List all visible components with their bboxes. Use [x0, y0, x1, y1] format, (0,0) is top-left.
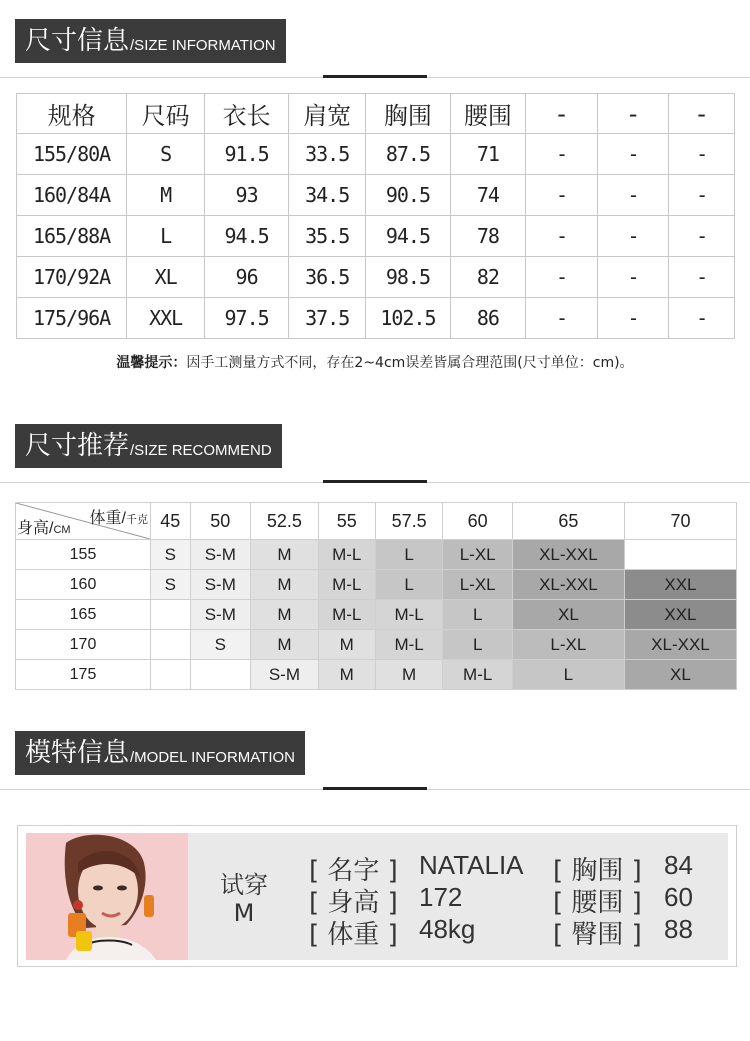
size-table-cell: 94.5	[366, 216, 450, 257]
height-axis-label	[17, 515, 71, 538]
size-recommend-cell: L	[375, 540, 443, 570]
model-height-label: [ 身高 ]	[309, 888, 398, 918]
size-recommend-cell: M	[251, 630, 319, 660]
height-row	[16, 660, 737, 690]
size-table-cell: -	[669, 257, 735, 298]
model-info-header	[0, 712, 750, 792]
size-table-cell: -	[597, 298, 669, 339]
size-table-header-cell: -	[526, 94, 598, 134]
weight-header-cell: 50	[190, 503, 250, 540]
measurement-note	[0, 352, 750, 372]
size-recommend-cell: M-L	[375, 600, 443, 630]
model-weight-label: [ 体重 ]	[309, 920, 398, 950]
size-recommend-cell: M	[251, 600, 319, 630]
size-recommend-cell: M	[318, 660, 375, 690]
weight-axis-label	[90, 505, 148, 528]
size-recommend-tag	[15, 424, 282, 468]
weight-header-cell: 60	[443, 503, 512, 540]
size-recommend-cell: M-L	[318, 540, 375, 570]
weight-header-cell: 57.5	[375, 503, 443, 540]
size-table-cell: 97.5	[205, 298, 289, 339]
size-recommend-cell: M	[251, 540, 319, 570]
size-recommend-cell: M-L	[318, 600, 375, 630]
size-table-cell: -	[597, 175, 669, 216]
size-table-cell: 170/92A	[17, 257, 127, 298]
size-table-header-row	[17, 94, 735, 134]
weight-header-row	[16, 503, 737, 540]
try-on-value: M	[233, 899, 255, 927]
size-table-cell: 71	[450, 134, 526, 175]
size-table-cell: S	[127, 134, 205, 175]
size-table-cell: -	[526, 175, 598, 216]
size-table-cell: 34.5	[289, 175, 366, 216]
size-table-cell: L	[127, 216, 205, 257]
height-cell: 170	[16, 630, 151, 660]
model-hip-value: 88	[664, 914, 693, 944]
size-recommend-cell: M-L	[318, 570, 375, 600]
weight-header-cell: 52.5	[251, 503, 319, 540]
size-table-cell: 36.5	[289, 257, 366, 298]
size-recommend-cell: M	[375, 660, 443, 690]
weight-header-cell: 55	[318, 503, 375, 540]
size-table-cell: 37.5	[289, 298, 366, 339]
size-recommend-cell: L	[443, 630, 512, 660]
size-table-cell: XXL	[127, 298, 205, 339]
height-cell: 160	[16, 570, 151, 600]
size-table-cell: -	[597, 134, 669, 175]
size-table-cell: 74	[450, 175, 526, 216]
model-portrait-image	[26, 833, 188, 960]
size-recommend-cell: L-XL	[443, 570, 512, 600]
size-table-header-cell: 胸围	[366, 94, 450, 134]
height-row	[16, 630, 737, 660]
size-table-cell: 90.5	[366, 175, 450, 216]
size-table-cell: -	[669, 134, 735, 175]
weight-header-cell: 45	[151, 503, 191, 540]
size-table-cell: -	[597, 216, 669, 257]
height-cell: 165	[16, 600, 151, 630]
weight-header-cell: 70	[624, 503, 736, 540]
divider-accent	[323, 787, 427, 790]
model-height-value: 172	[419, 882, 463, 912]
size-table-cell: 96	[205, 257, 289, 298]
size-table-cell: -	[526, 216, 598, 257]
height-cell: 155	[16, 540, 151, 570]
size-recommend-cell	[190, 660, 250, 690]
size-recommend-cell: L	[512, 660, 624, 690]
size-recommend-cell: L	[375, 570, 443, 600]
size-recommend-header	[0, 405, 750, 485]
size-recommend-cell: M-L	[375, 630, 443, 660]
model-card	[17, 825, 737, 967]
model-info-title-en: /MODEL INFORMATION	[130, 749, 296, 766]
weight-unit: 千克	[126, 514, 148, 526]
size-table-row	[17, 298, 735, 339]
size-table-header-cell: 尺码	[127, 94, 205, 134]
size-table-cell: XL	[127, 257, 205, 298]
size-recommend-cell: S	[190, 630, 250, 660]
size-table-cell: M	[127, 175, 205, 216]
size-recommend-cell: XL-XXL	[512, 570, 624, 600]
size-recommend-cell	[624, 540, 736, 570]
size-table-header-cell: 衣长	[205, 94, 289, 134]
size-recommend-cell: L	[443, 600, 512, 630]
size-recommend-cell: S-M	[190, 540, 250, 570]
size-recommend-cell: XL-XXL	[624, 630, 736, 660]
size-table-cell: -	[669, 216, 735, 257]
size-recommend-cell	[151, 630, 191, 660]
size-recommend-cell: S-M	[190, 600, 250, 630]
size-info-title-zh: 尺寸信息	[25, 26, 130, 56]
size-table-cell: -	[526, 298, 598, 339]
size-table-cell: 86	[450, 298, 526, 339]
size-recommend-cell: XXL	[624, 570, 736, 600]
size-table-header-cell: 腰围	[450, 94, 526, 134]
size-table-cell: 87.5	[366, 134, 450, 175]
model-name-value: NATALIA	[419, 850, 524, 880]
divider-accent	[323, 75, 427, 78]
size-recommend-cell: S	[151, 570, 191, 600]
weight-label: 体重/	[89, 510, 126, 527]
size-table-header-cell: -	[669, 94, 735, 134]
size-table-cell: 175/96A	[17, 298, 127, 339]
size-recommend-cell: S	[151, 540, 191, 570]
size-info-header	[0, 0, 750, 80]
size-table-cell: 98.5	[366, 257, 450, 298]
divider-accent	[323, 480, 427, 483]
size-table-cell: 160/84A	[17, 175, 127, 216]
size-table-header-cell: 肩宽	[289, 94, 366, 134]
size-table-cell: 35.5	[289, 216, 366, 257]
size-recommend-cell: L-XL	[512, 630, 624, 660]
size-table-cell: 33.5	[289, 134, 366, 175]
model-photo	[26, 833, 188, 960]
height-row	[16, 600, 737, 630]
try-on-label: 试穿	[220, 871, 268, 899]
height-unit: CM	[53, 524, 71, 536]
note-label: 温馨提示：	[116, 355, 187, 371]
size-table-cell: 165/88A	[17, 216, 127, 257]
size-recommend-cell: M	[251, 570, 319, 600]
model-name-label: [ 名字 ]	[309, 856, 398, 886]
height-row	[16, 570, 737, 600]
size-table-cell: 155/80A	[17, 134, 127, 175]
size-table-header-cell: 规格	[17, 94, 127, 134]
note-text: 因手工测量方式不同，存在2~4cm误差皆属合理范围(尺寸单位：cm)。	[186, 355, 634, 371]
size-recommend-cell: XXL	[624, 600, 736, 630]
model-weight-value: 48kg	[419, 914, 476, 944]
size-info-title-en: /SIZE INFORMATION	[130, 37, 276, 54]
try-on-size	[214, 871, 274, 927]
size-recommend-cell: S-M	[251, 660, 319, 690]
size-table-cell: 102.5	[366, 298, 450, 339]
size-table	[16, 93, 735, 339]
size-table-row	[17, 257, 735, 298]
size-recommend-cell	[151, 660, 191, 690]
size-recommend-cell: S-M	[190, 570, 250, 600]
size-recommend-cell: L-XL	[443, 540, 512, 570]
size-recommend-cell: XL-XXL	[512, 540, 624, 570]
size-table-cell: -	[597, 257, 669, 298]
size-table-cell: -	[669, 175, 735, 216]
size-recommend-table	[15, 502, 737, 690]
size-table-cell: -	[526, 257, 598, 298]
model-waist-value: 60	[664, 882, 693, 912]
height-label: 身高/	[17, 520, 54, 537]
size-table-cell: 82	[450, 257, 526, 298]
size-table-cell: 93	[205, 175, 289, 216]
model-bust-label: [ 胸围 ]	[553, 856, 642, 886]
weight-header-cell: 65	[512, 503, 624, 540]
size-recommend-cell: XL	[512, 600, 624, 630]
size-table-row	[17, 175, 735, 216]
size-recommend-cell: M-L	[443, 660, 512, 690]
model-hip-label: [ 臀围 ]	[553, 920, 642, 950]
size-info-tag	[15, 19, 286, 63]
height-cell: 175	[16, 660, 151, 690]
size-table-cell: 91.5	[205, 134, 289, 175]
size-table-header-cell: -	[597, 94, 669, 134]
size-table-row	[17, 134, 735, 175]
model-info-title-zh: 模特信息	[25, 738, 130, 768]
size-table-cell: -	[526, 134, 598, 175]
model-bust-value: 84	[664, 850, 693, 880]
size-table-cell: 94.5	[205, 216, 289, 257]
size-recommend-cell: M	[318, 630, 375, 660]
size-table-cell: 78	[450, 216, 526, 257]
height-row	[16, 540, 737, 570]
size-recommend-title-en: /SIZE RECOMMEND	[130, 442, 272, 459]
model-waist-label: [ 腰围 ]	[553, 888, 642, 918]
table-corner-cell	[16, 503, 151, 540]
size-recommend-cell	[151, 600, 191, 630]
size-table-row	[17, 216, 735, 257]
size-recommend-title-zh: 尺寸推荐	[25, 431, 130, 461]
size-recommend-cell: XL	[624, 660, 736, 690]
size-table-cell: -	[669, 298, 735, 339]
model-info-panel	[26, 833, 728, 960]
model-info-tag	[15, 731, 305, 775]
